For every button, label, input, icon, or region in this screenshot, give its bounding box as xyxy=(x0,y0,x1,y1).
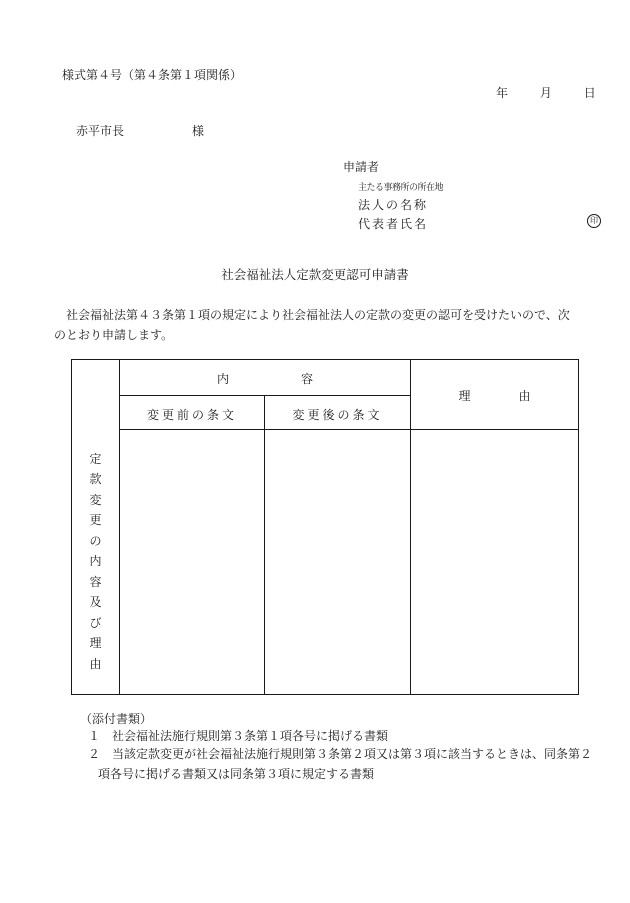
side-label-char: 及 xyxy=(89,595,102,610)
attachment-item-2: ２ 当該定款変更が社会福祉法施行規則第３条第２項又は第３項に該当するときは、同条第２ xyxy=(88,747,593,761)
date-year-label: 年 xyxy=(496,86,509,100)
side-label-char: 由 xyxy=(89,656,102,671)
content-header: 内 容 xyxy=(216,372,313,386)
date-line xyxy=(496,84,596,101)
attachment-item-1: １ 社会福祉法施行規則第３条第１項各号に掲げる書類 xyxy=(88,729,389,743)
before-article-cell[interactable] xyxy=(120,430,264,694)
side-label-char: 理 xyxy=(89,636,102,651)
document-title: 社会福祉法人定款変更認可申請書 xyxy=(221,267,409,282)
addressee-honorific: 様 xyxy=(192,124,205,138)
attachment-item-2-continued: 項各号に掲げる書類又は同条第３項に規定する書類 xyxy=(98,767,375,781)
table-divider xyxy=(119,395,410,396)
side-label-char: 更 xyxy=(89,513,102,528)
side-label-char: 内 xyxy=(89,554,102,569)
corporation-name-label: 法人の名称 xyxy=(358,198,429,212)
after-article-header: 変更後の条文 xyxy=(292,408,383,422)
attachments-heading: （添付書類） xyxy=(80,712,153,726)
seal-mark: 印 xyxy=(587,214,601,228)
addressee xyxy=(76,122,204,139)
date-month-label: 月 xyxy=(539,86,552,100)
side-label-char: の xyxy=(89,533,102,548)
side-label-char: 容 xyxy=(89,574,102,589)
date-day-label: 日 xyxy=(583,86,596,100)
side-label xyxy=(72,429,119,694)
applicant-label: 申請者 xyxy=(343,160,380,174)
office-location-label: 主たる事務所の所在地 xyxy=(358,183,444,193)
before-article-header: 変更前の条文 xyxy=(146,408,237,422)
amendment-table xyxy=(71,359,579,695)
side-label-char: び xyxy=(89,615,102,630)
reason-cell[interactable] xyxy=(411,430,578,694)
side-label-char: 変 xyxy=(89,492,102,507)
reason-header: 理 由 xyxy=(458,389,531,403)
side-label-char: 定 xyxy=(89,451,102,466)
side-label-char: 款 xyxy=(89,472,102,487)
representative-label: 代表者氏名 xyxy=(358,217,429,231)
after-article-cell[interactable] xyxy=(265,430,410,694)
addressee-name: 赤平市長 xyxy=(76,124,125,138)
form-number: 様式第４号（第４条第１項関係） xyxy=(62,68,243,82)
body-text: 社会福祉法第４３条第１項の規定により社会福祉法人の定款の変更の認可を受けたいので、次のとおり申請します。 xyxy=(54,308,570,342)
